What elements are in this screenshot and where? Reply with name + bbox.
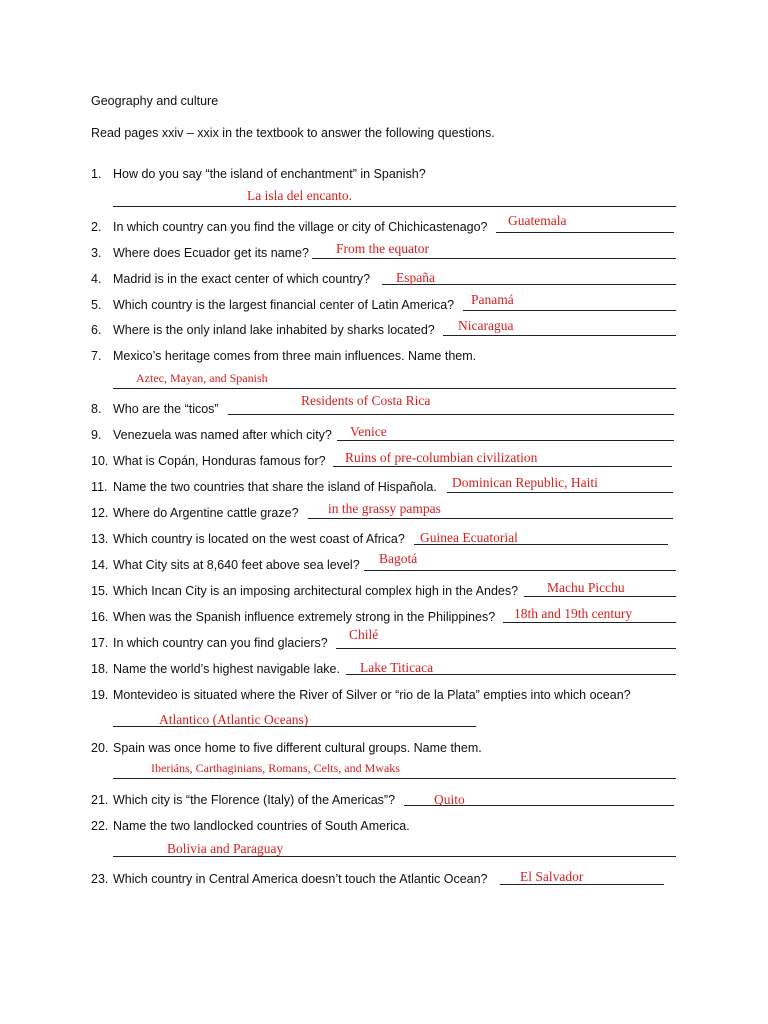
question-text: Where is the only inland lake inhabited by sharks located? xyxy=(113,323,435,337)
question-number: 1. xyxy=(91,167,102,181)
answer-text: Guatemala xyxy=(508,213,567,228)
question-number: 17. xyxy=(91,636,109,650)
answer-text: España xyxy=(396,270,435,285)
question-text: Mexico’s heritage comes from three main influences. Name them. xyxy=(113,349,477,363)
question-number: 6. xyxy=(91,323,102,337)
answer-line xyxy=(447,492,673,493)
answer-text: Lake Titicaca xyxy=(360,660,434,675)
question-text: What City sits at 8,640 feet above sea level? xyxy=(113,558,360,572)
question-text: How do you say “the island of enchantment” in Spanish? xyxy=(113,167,426,181)
instructions: Read pages xxiv – xxix in the textbook to answer the following questions. xyxy=(91,126,495,140)
question-number: 11. xyxy=(91,480,108,494)
answer-text: Chilé xyxy=(349,627,379,642)
question-text: Where do Argentine cattle graze? xyxy=(113,506,299,520)
answer-text: Residents of Costa Rica xyxy=(301,393,431,408)
answer-line xyxy=(308,518,673,519)
question-text: Name the two countries that share the island of Hispañola. xyxy=(113,480,437,494)
answer-text: in the grassy pampas xyxy=(328,501,441,516)
question-text: When was the Spanish influence extremely strong in the Philippines? xyxy=(113,610,496,624)
answer-text: Venice xyxy=(350,424,387,439)
answer-line xyxy=(333,466,672,467)
answer-line xyxy=(443,335,676,336)
question-number: 5. xyxy=(91,298,102,312)
answer-text: El Salvador xyxy=(520,869,584,884)
answer-text: Aztec, Mayan, and Spanish xyxy=(136,371,268,385)
answer-text: 18th and 19th century xyxy=(514,606,633,621)
question-text: What is Copán, Honduras famous for? xyxy=(113,454,326,468)
answer-line xyxy=(337,440,674,441)
question-number: 23. xyxy=(91,872,109,886)
answer-text: Atlantico (Atlantic Oceans) xyxy=(159,712,309,727)
answer-line xyxy=(524,596,676,597)
question-number: 9. xyxy=(91,428,102,442)
question-number: 4. xyxy=(91,272,102,286)
question-text: Spain was once home to five different cultural groups. Name them. xyxy=(113,741,482,755)
answer-text: La isla del encanto. xyxy=(247,188,352,203)
question-number: 2. xyxy=(91,220,102,234)
question-number: 18. xyxy=(91,662,109,676)
question-text: Which country is located on the west coast of Africa? xyxy=(113,532,405,546)
answer-text: Quito xyxy=(434,792,465,807)
question-text: In which country can you find the village or city of Chichicastenago? xyxy=(113,220,488,234)
answer-text: Iberiáns, Carthaginians, Romans, Celts, and Mwaks xyxy=(151,761,400,775)
question-number: 8. xyxy=(91,402,102,416)
question-number: 14. xyxy=(91,558,109,572)
question-number: 16. xyxy=(91,610,109,624)
answer-line xyxy=(364,570,676,571)
question-text: Who are the “ticos” xyxy=(113,402,219,416)
question-text: In which country can you find glaciers? xyxy=(113,636,328,650)
answer-line xyxy=(113,388,676,389)
answer-text: Dominican Republic, Haiti xyxy=(452,475,598,490)
question-number: 15. xyxy=(91,584,109,598)
question-number: 12. xyxy=(91,506,109,520)
question-number: 21. xyxy=(91,793,109,807)
answer-text: Bolivia and Paraguay xyxy=(167,841,284,856)
question-number: 20. xyxy=(91,741,109,755)
answer-text: Nicaragua xyxy=(458,318,514,333)
question-number: 22. xyxy=(91,819,109,833)
question-text: Montevideo is situated where the River of Silver or “rio de la Plata” empties into which ocean? xyxy=(113,688,631,702)
answer-text: From the equator xyxy=(336,241,429,256)
answer-line xyxy=(463,310,676,311)
question-text: Where does Ecuador get its name? xyxy=(113,246,309,260)
answer-line xyxy=(113,778,676,779)
question-number: 19. xyxy=(91,688,109,702)
question-number: 7. xyxy=(91,349,102,363)
question-text: Madrid is in the exact center of which country? xyxy=(113,272,371,286)
question-text: Which country is the largest financial center of Latin America? xyxy=(113,298,455,312)
question-text: Which country in Central America doesn’t touch the Atlantic Ocean? xyxy=(113,872,488,886)
answer-text: Ruins of pre-columbian civilization xyxy=(345,450,538,465)
answer-line xyxy=(496,232,674,233)
answer-text: Guinea Ecuatorial xyxy=(420,530,518,545)
answer-text: Bagotá xyxy=(379,551,418,566)
answer-line xyxy=(336,648,676,649)
question-text: Name the two landlocked countries of South America. xyxy=(113,819,410,833)
answer-line xyxy=(312,258,676,259)
question-text: Venezuela was named after which city? xyxy=(113,428,332,442)
page-title: Geography and culture xyxy=(91,94,219,108)
answer-text: Panamá xyxy=(471,292,514,307)
answer-line xyxy=(113,206,676,207)
question-text: Name the world’s highest navigable lake. xyxy=(113,662,340,676)
answer-text: Machu Picchu xyxy=(547,580,625,595)
question-number: 13. xyxy=(91,532,109,546)
question-number: 10. xyxy=(91,454,109,468)
question-number: 3. xyxy=(91,246,102,260)
answer-line xyxy=(503,622,676,623)
question-text: Which city is “the Florence (Italy) of the Americas”? xyxy=(113,793,396,807)
answer-line xyxy=(228,414,674,415)
question-text: Which Incan City is an imposing architectural complex high in the Andes? xyxy=(113,584,519,598)
